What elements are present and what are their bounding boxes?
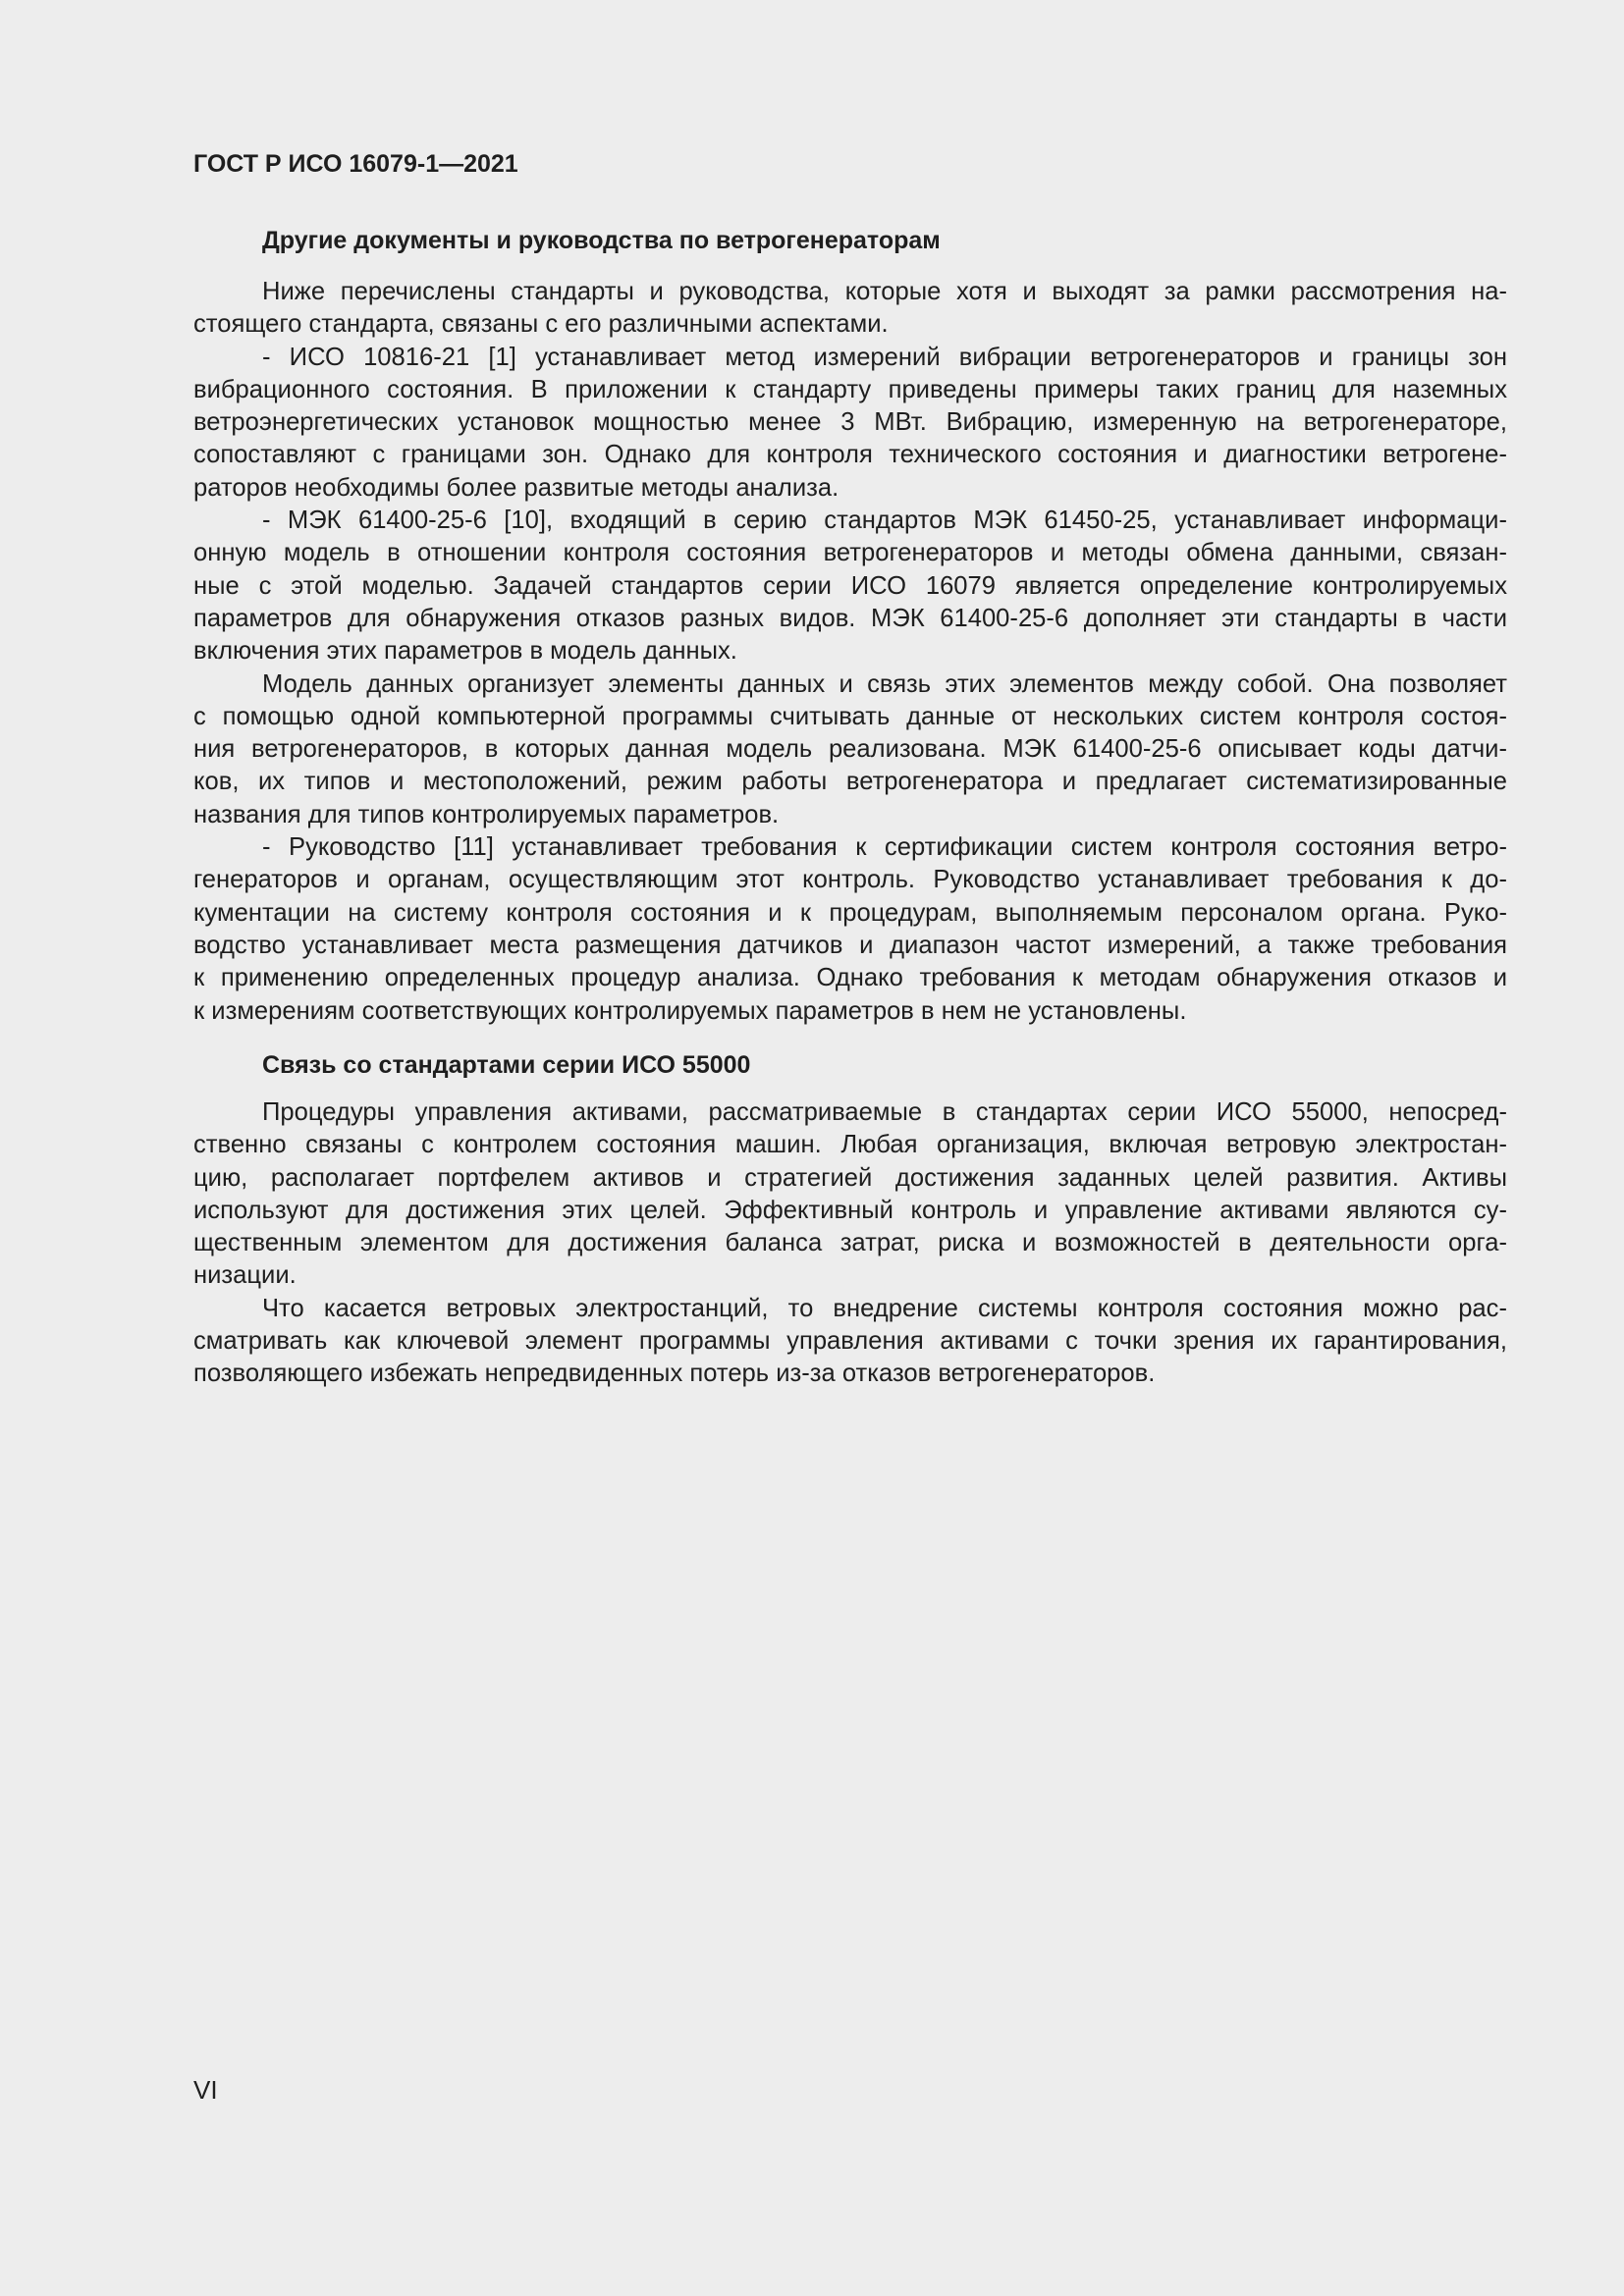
text-line: Что касается ветровых электростанций, то внедрение системы контроля состояния можно рас- [262, 1294, 1507, 1322]
text-line: используют для достижения этих целей. Эффективный контроль и управление активами являются су- [193, 1196, 1507, 1224]
text-line: к применению определенных процедур анализа. Однако требования к методам обнаружения отказов и [193, 964, 1507, 992]
text-line: - МЭК 61400-25-6 [10], входящий в серию стандартов МЭК 61450-25, устанавливает информаци- [262, 507, 1507, 535]
text-line: - ИСО 10816-21 [1] устанавливает метод измерений вибрации ветрогенераторов и границы зон [262, 343, 1507, 371]
text-line: ные с этой моделью. Задачей стандартов серии ИСО 16079 является определение контролируемых [193, 571, 1507, 600]
text-line: кументации на систему контроля состояния и к процедурам, выполняемым персоналом органа. Руко- [193, 898, 1507, 927]
text-line: Модель данных организует элементы данных и связь этих элементов между собой. Она позволяет [262, 669, 1507, 698]
text-line: щественным элементом для достижения баланса затрат, риска и возможностей в деятельности орга- [193, 1229, 1507, 1257]
section-iso-55000 [193, 1048, 1507, 1391]
text-line: низации. [193, 1261, 297, 1290]
text-line: включения этих параметров в модель данных. [193, 637, 737, 666]
text-line: сматривать как ключевой элемент программы управления активами с точки зрения их гарантирования, [193, 1327, 1507, 1356]
text-line: ветроэнергетических установок мощностью менее 3 МВт. Вибрацию, измеренную на ветрогенераторе, [193, 408, 1507, 437]
text-line: параметров для обнаружения отказов разных видов. МЭК 61400-25-6 дополняет эти стандарты в части [193, 604, 1507, 632]
section-other-documents [193, 224, 1507, 1028]
text-line: стоящего стандарта, связаны с его различными аспектами. [193, 310, 889, 339]
document-header: ГОСТ Р ИСО 16079-1—2021 [193, 150, 518, 178]
text-line: ственно связаны с контролем состояния машин. Любая организация, включая ветровую электростан- [193, 1131, 1507, 1159]
section-heading: Другие документы и руководства по ветрогенераторам [262, 227, 941, 254]
text-line: с помощью одной компьютерной программы считывать данные от нескольких систем контроля состоя- [193, 702, 1507, 730]
text-line: сопоставляют с границами зон. Однако для контроля технического состояния и диагностики ветрогене- [193, 441, 1507, 469]
text-line: генераторов и органам, осуществляющим этот контроль. Руководство устанавливает требования к до- [193, 866, 1507, 894]
text-line: водство устанавливает места размещения датчиков и диапазон частот измерений, а также требования [193, 931, 1507, 959]
text-line: позволяющего избежать непредвиденных потерь из-за отказов ветрогенераторов. [193, 1360, 1156, 1388]
section-body [193, 1096, 1507, 1391]
page-number: VI [193, 2075, 218, 2105]
text-line: Процедуры управления активами, рассматриваемые в стандартах серии ИСО 55000, непосред- [262, 1098, 1507, 1126]
section-heading: Связь со стандартами серии ИСО 55000 [262, 1051, 751, 1079]
text-line: ков, их типов и местоположений, режим работы ветрогенератора и предлагает систематизированные [193, 768, 1507, 796]
text-line: раторов необходимы более развитые методы анализа. [193, 473, 839, 502]
text-line: Ниже перечислены стандарты и руководства, которые хотя и выходят за рамки рассмотрения на- [262, 278, 1507, 305]
text-line: вибрационного состояния. В приложении к стандарту приведены примеры таких границ для наземных [193, 375, 1507, 403]
section-body [193, 276, 1507, 1028]
text-line: онную модель в отношении контроля состояния ветрогенераторов и методы обмена данными, связан- [193, 539, 1507, 567]
text-line: к измерениям соответствующих контролируемых параметров в нем не установлены. [193, 996, 1187, 1025]
text-line: - Руководство [11] устанавливает требования к сертификации систем контроля состояния ветро- [262, 833, 1507, 862]
text-line: названия для типов контролируемых параметров. [193, 800, 780, 828]
text-line: ния ветрогенераторов, в которых данная модель реализована. МЭК 61400-25-6 описывает коды датчи- [193, 735, 1507, 764]
text-line: цию, располагает портфелем активов и стратегией достижения заданных целей развития. Активы [193, 1163, 1507, 1192]
